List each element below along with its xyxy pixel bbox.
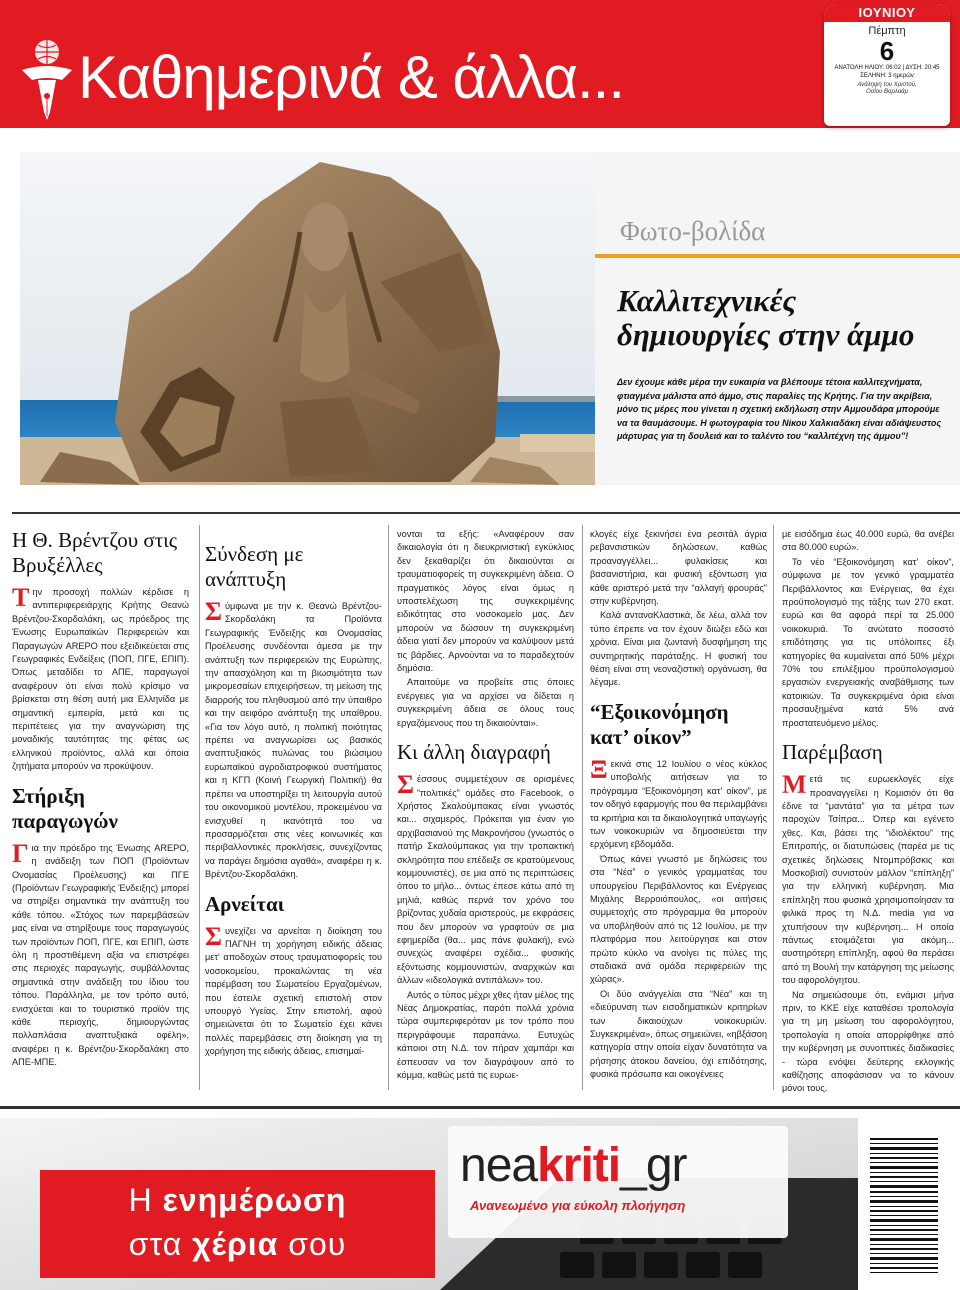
drop-cap: Τ (12, 583, 30, 612)
masthead-underline (0, 128, 960, 140)
drop-cap: Σ (205, 597, 222, 626)
article-paragraph: Ξεκινά στις 12 Ιουλίου ο νέος κύκλος υποβολής αιτήσεων για το πρόγραμμα “Εξοικονόμηση κατ’ οίκον”, με τον οδηγό εφαρμογής που θα περιλαμβάνει τα κριτήρια και τα δικαιολογητικά υπαγωγής των νοικοκυριών να δημοσιεύεται την ερχόμενη εβδομάδα. (590, 754, 767, 850)
drop-cap: Σ (397, 770, 414, 800)
column-divider (773, 525, 774, 1090)
date-calendar (824, 4, 950, 126)
article-paragraph: Αυτός ο τύπος μέχρι χθες ήταν μέλος της Νέας Δημοκρατίας, παρότι πολλά χρόνια τώρα συμπεριφερόταν με τον τρόπο που περιγράφουμε παραπάνω. Ευτυχώς κάποιοι στη Ν.Δ. τον πήραν χαμπάρι και έσπευσαν να τον διαγράψουν από το κόμμα, καθώς μετά τις ευρωε- (397, 989, 574, 1081)
article-column-3 (397, 528, 574, 1083)
article-paragraph: Μετά τις ευρωεκλογές είχε προαναγγείλει η Κομισιόν ότι θα έδινε τα “μαντάτα” για τα μέτρα των παροχών Τσίπρα... Όπερ και εγένετο χθες. Και, βάσει της “ιδιολέκτου” της Επιτροπής, οι διατυπώσεις (παρέα με τις σχετικές δηλώσεις Ντομπρόβσκις και Μοσκοβισί) συνιστούν μάλλον “επίπληξη” για την ελληνική κυβέρνηση. Μια επίπληξη που φυσικά χρησιμοποίησαν τα φιλικά προς τη Ν.Δ. media για να χτυπήσουν την κυβέρνηση... Η οποία πάντως ετοιμάζεται για ακόμη... αυστηρότερη επίπληξη, αφού θα περάσει από τη Βουλή την κατάργηση της μείωσης του αφορολόγητου. (782, 770, 954, 986)
article-paragraph: Το νέο “Εξοικονόμηση κατ’ οίκον”, σύμφωνα με τον γενικό γραμματέα Περιβάλλοντος και Ενέργειας, θα έχει προϋπολογισμό της τάξης των 270 εκατ. ευρώ και θα αφορά περί τα 25.000 νοικοκυριά. Το ανώτατο ποσοστό επιδότησης για τις υπόλοιπες έξι κατηγορίες θα κυμαίνεται από 50% μέχρι 70% του επιλέξιμου προϋπολογισμού εργασιών ενεργειακής αναβάθμισης των κατοικιών. Τα συγκεκριμένα όρια είναι προσαυξημένα κατά 5% ανά προστατευόμενο μέλος. (782, 556, 954, 728)
calendar-sun-times: ΑΝΑΤΟΛΗ ΗΛΙΟΥ: 06:02 | ΔΥΣΗ: 20:45 (834, 65, 940, 71)
article-column-2 (205, 528, 382, 1060)
article-column-5 (782, 528, 954, 1097)
headline-expulsion: Κι άλλη διαγραφή (397, 740, 551, 765)
feature-accent-bar (595, 254, 960, 258)
headline-support: Στήριξη παραγωγών (12, 783, 118, 833)
headline-development: Σύνδεση με ανάπτυξη (205, 542, 304, 591)
feature-lede: Δεν έχουμε κάθε μέρα την ευκαιρία να βλέπουμε τέτοια καλλιτεχνήματα, φτιαγμένα μάλιστα από άμμο, στις παραλίες της Κρήτης. Για την ακρίβεια, μόνο τις μέρες που γίνεται η σχετική εκδήλωση στην Αμμουδάρα μπορούμε να τα θαυμάσουμε. Η φωτογραφία του Νίκου Χαλκιαδάκη είναι αδιάψευστος μάρτυρας για τη δουλειά και το ταλέντο του “καλλιτέχνη της άμμου”! (617, 377, 942, 441)
neakriti-logo: neakriti_gr (460, 1139, 687, 1192)
globe-pen-logo-icon (18, 36, 76, 122)
headline-refuses: Αρνείται (205, 891, 285, 916)
column-divider (199, 525, 200, 1090)
sand-sculpture-photo (20, 152, 595, 485)
calendar-day: 6 (879, 36, 895, 66)
column-divider (388, 525, 389, 1090)
ad-slogan-line-1: Η ενημέρωση (128, 1182, 347, 1218)
article-paragraph: κλογές είχε ξεκινήσει ένα ρεσιτάλ άγρια ρεβανσιστικών δηλώσεων, καθώς προαναγγέλλει... φυλακίσεις και βασανιστήρια, και φυσική εξόντωση για κάθε αριστερό μετά την “αλλαγή φρουράς” στην κυβέρνηση. (590, 529, 767, 607)
masthead-title: Καθημερινά & άλλα... (78, 44, 625, 111)
headline-intervention: Παρέμβαση (782, 740, 883, 765)
article-paragraph: Καλά ανταναKλαστικά, δε λέω, αλλά τον τύπο έπρεπε να τον έχουν διώξει εδώ και χρόνια. Είναι μια ζωντανή δυσφήμηση της συντηρητικής παράταξης. Η φυσική του θέση είναι στη νεοναζιστική οργάνωση, θα λέγαμε. (590, 610, 767, 688)
article-paragraph: Συνεχίζει να αρνείται η διοίκηση του ΠΑΓΝΗ τη χορήγηση ειδικής άδειας μετ' αποδοχών στους τραυματιοφορείς του νοσοκομείου, προκαλώντας τη νέα παρέμβαση του Σωματείου Εργαζομένων, που έστειλε σχετική επιστολή στον υπουργό Υγείας. Στην επιστολή, αφού σημειώνεται ότι το Σωματείο έχει κάνει πολλές παρεμβάσεις στη διοίκηση για τη χορήγηση της ειδικής άδειας, επισημαί- (205, 921, 382, 1057)
article-column-4 (590, 528, 767, 1083)
feature-kicker: Φωτο-βολίδα (620, 216, 766, 246)
drop-cap: Μ (782, 770, 807, 800)
headline-energy-savings: “Εξοικονόμηση κατ’ οίκον” (590, 699, 729, 749)
headline-vrentzou: Η Θ. Βρέντζου στις Βρυξέλλες (12, 528, 178, 577)
neakriti-advertisement[interactable] (0, 1118, 858, 1290)
article-paragraph: Σύμφωνα με την κ. Θεανώ Βρέντζου-Σκορδαλάκη τα Προϊόντα Γεωγραφικής Ένδειξης και Ονομασίας Προέλευσης συνδέονται άμεσα με την ανάπτυξη των περιφερειών της Ευρώπης, την απασχόληση και τη βιωσιμότητα των μικρομεσαίων επιχειρήσεων, τη μείωση της διαρροής του πληθυσμού από την ύπαιθρο και την αειφόρο ανάπτυξη της υπαίθρου. «Για τον λόγο αυτό, η πολιτική ποιότητας πρέπει να αναγνωρίσει ως βασικός αναπτυξιακός πυλώνας του βιώσιμου ευρωπαϊκού αγροδιατροφικού συστήματος και η ΚΓΠ (Κοινή Γεωργική Πολιτική) θα πρέπει να υποστηρίξει τη λειτουργία αυτού του οικονομικού μοντέλου, προκειμένου να ενισχυθεί η ικανότητά του να προσαρμόζεται στις νέες κοινωνικές και περιβαλλοντικές προκλήσεις, συνεχίζοντας να παράγει δημόσια αγαθά», αναφέρει η κ. Βρέντζου-Σκορδαλάκη. (205, 597, 382, 880)
article-paragraph: Για την πρόεδρο της Ένωσης AREPO, η ανάδειξη των ΠΟΠ (Προϊόντων Ονομασίας Προέλευσης) και ΠΓΕ (Προϊόντων Γεωγραφικής Ένδειξης) μπορεί να στηρίξει σημαντικά την ανάπτυξη του κάθε τόπου. «Στόχος των παρεμβάσεών μας είναι να στηρίξουμε τους παραγωγούς των προϊόντων ΠΟΠ, ΠΓΕ, και ΕΠΙΠ, ώστε όλη η προστιθέμενη αξία να επιστρέφει στις περιοχές παραγωγής, συμβάλλοντας σημαντικά στην ανάδειξη του ίδιου του τόπου. Παράλληλα, με τον τρόπο αυτό, ενισχύεται και το τουριστικό προϊόν της κάθε περιοχής, δημιουργώντας πολλαπλάσια αναπτυξιακά οφέλη», αναφέρει η κ. Βρέντζου-Σκορδαλάκη στο ΑΠΕ-ΜΠΕ. (12, 838, 189, 1068)
feature-headline: Καλλιτεχνικές δημιουργίες στην άμμο (617, 283, 915, 352)
article-paragraph: με εισόδημα έως 40.000 ευρώ, θα ανέβει στα 80.000 ευρώ». (782, 529, 954, 553)
article-paragraph: Να σημειώσουμε ότι, ενάμισι μήνα πριν, το ΚΚΕ είχε καταθέσει τροπολογία για τη μη μείωση του αφορολόγητου, τροπολογία η οποία απορρίφθηκε από την κυβέρνηση με συνοπτικές διαδικασίες - τώρα ενόψει δεύτερης εκλογικής καθίζησης αποφάσισαν να το κάνουν μόνοι τους. (782, 989, 954, 1094)
masthead-banner (0, 0, 960, 140)
article-column-1 (12, 528, 189, 1071)
drop-cap: Σ (205, 921, 222, 951)
article-paragraph: Όπως κάνει γνωστό με δηλώσεις του στα “Νέα” ο γενικός γραμματέας του υπουργείου Περιβάλλοντος και Ενέργειας Μιχάλης Βερροιόπουλος, «οι αιτήσεις συμμετοχής στο πρόγραμμα θα μπορούν να υποβληθούν από τις 12 Ιουλίου, με την πλατφόρμα που λειτούργησε και στον πρώτο κύκλο να ανοίγει τις πύλες της σταδιακά ανά ομάδα περιφερειών της χώρας». (590, 853, 767, 985)
drop-cap: Γ (12, 838, 29, 868)
barcode-icon (866, 1132, 942, 1280)
calendar-month: ΙΟΥΝΙΟΥ (824, 4, 950, 22)
calendar-saint-1: Ανάληψη του Χριστού, (857, 82, 917, 88)
article-paragraph: Σέσσους συμμετέχουν σε ορισμένες “πολιτικές” ομάδες στο Facebook, ο Χρήστος Σκαλούμπακας είναι γνωστός και... σιχαμερός. Πρόκειται για έναν γιο αρχιβασιανού της Μακρονήσου (γνωστός ο πατήρ Σκαλούμπακας για την τροπακτική σκληρότητα που επέδειξε σε κρατούμενους κομμουνιστές), σε μια από τις περιπτώσεις όπου το μήλο... όντως έπεσε κάτω από τη μηλιά, καθώς περνά τον χρόνο του βρίζοντας χυδαία αριστερούς, με εκφράσεις που δεν μπορούν να γραφτούν σε μια εφημερίδα (θα... μας πάνε φυλακή), ενώ συνεχώς αναφέρει σχέδια... φυσικής εξόντωσης κομμουνιστών, αναρχικών και άλλων «ιδεολογικά αντιπάλων» του. (397, 770, 574, 986)
ad-tagline: Ανανεωμένο για εύκολη πλοήγηση (470, 1198, 686, 1213)
ad-top-rule (0, 1106, 960, 1109)
ad-slogan-box (40, 1170, 435, 1278)
calendar-moon: ΣΕΛΗΝΗ: 3 ημερών (860, 73, 914, 79)
article-paragraph: νονται τα εξής: «Αναφέρουν σαν δικαιολογία ότι η διευκρινιστική εγκύκλιος δεν ξεκαθαρίζει ότι δικαιούνται οι τραυματιοφορείς τη συγκεκριμένη άδεια. Ο πραγματικός λόγος είναι όμως η υποστελέχωση της συγκεκριμένης ειδικότητας στο νοσοκομείο μας. Δεν μπορούν να δώσουν τη συγκεκριμένη άδεια γιατί δεν μπορούν να καλύψουν μετά τις βάρδιες. Αρνούνται να το παραδεχτούν δημόσια. (397, 529, 574, 674)
drop-cap: Ξ (590, 754, 608, 784)
articles-top-rule (12, 512, 960, 514)
calendar-saint-2: Οσίου Βαρλαάμ (866, 89, 908, 95)
article-paragraph: Οι δύο ανάγγελίαι στα “Νέα” και τη «διεύρυνση των εισοδηματικών κριτηρίων των δικαιούχων νοικοκυριών. Συγκεκριμένα», όπως σημειώνει, «ηβξάσοη κατηγορία στην οποία είχαν δυνατότητα νa ρήσησης άτοκου δανείου, όχι επιδότησης, φυσικά πρόσωπα και οικογένειες (590, 988, 767, 1080)
calendar-weekday: Πέμπτη (868, 25, 906, 37)
article-paragraph: Την προσοχή πολλών κέρδισε η αντιπεριφερειάρχης Κρήτης Θεανώ Βρέντζου-Σκορδαλάκη, ως πρόεδρος της Ένωσης Ευρωπαϊκών Περιφερειών και Παραγωγών AREPO που εξειδικεύεται στις Γεωγραφικές Ενδείξεις (ΠΟΠ, ΠΓΕ, ΕΠΙΠ). Όπως μεταδίδει το ΑΠΕ, παραγωγοί αναφέρουν ότι είναι πολύ κρίσιμο να βρίσκεται στη θέση αυτή μια Ελληνίδα με σημαντική εμπειρία, μετά και τις περιπέτειες για την αναγνώριση της μοναδικής ταυτότητας της φέτας ως ελληνικού προϊόντος, αλλά και όποια ζητήματα μπορούν να προκύψουν. (12, 583, 189, 772)
column-divider (582, 525, 583, 1090)
article-paragraph: Απαιτούμε να προβείτε στις όποιες ενέργειες για να αρχίσει να δίδεται η συγκεκριμένη άδεια σε όλους τους εργαζόμενους που τη δικαιούνται». (397, 677, 574, 728)
ad-slogan-line-2: στα χέρια σου (128, 1226, 347, 1262)
